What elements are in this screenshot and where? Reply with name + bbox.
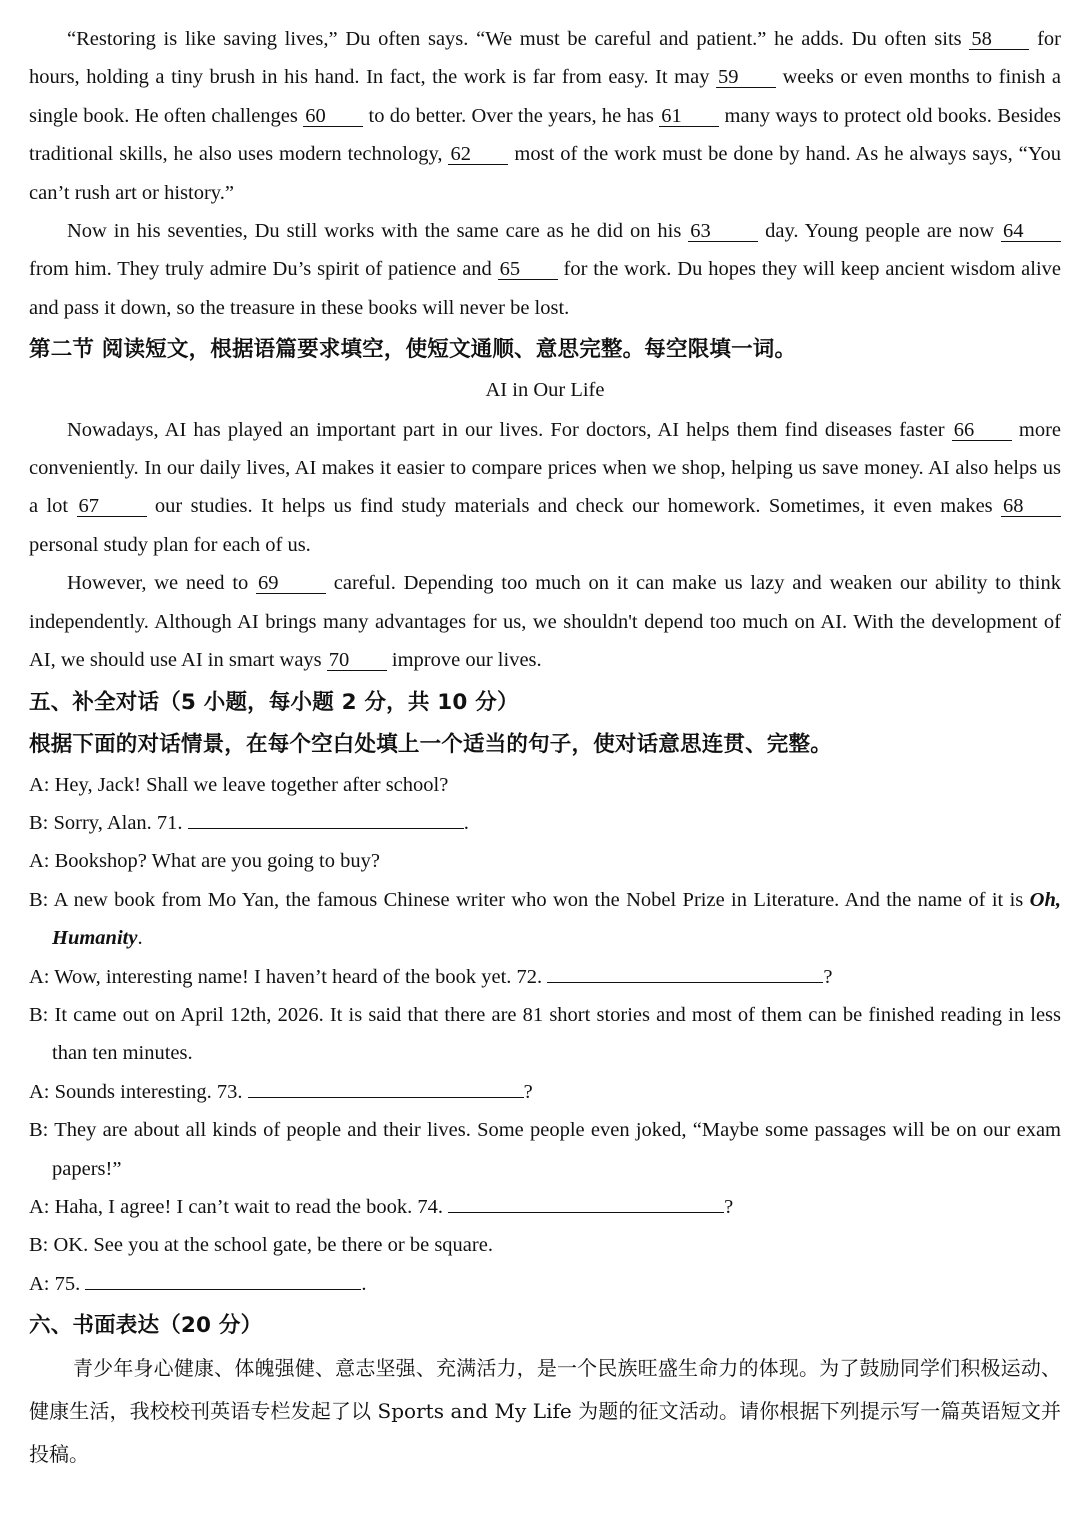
- text: many ways to protect old books. Besides traditional skills, he also uses modern technology,: [29, 104, 1061, 166]
- dialogue-line-2: [29, 804, 1061, 842]
- answer-blank-72[interactable]: [547, 961, 823, 983]
- writing-prompt: 青少年身心健康、体魄强健、意志坚强、充满活力，是一个民族旺盛生命力的体现。为了鼓励同学们积极运动、健康生活，我校校刊英语专栏发起了以 Sports and My Life 为题的征文活动。请你根据下列提示写一篇英语短文并投稿。: [29, 1356, 1061, 1467]
- blank-70[interactable]: 70: [327, 650, 387, 671]
- text: A: Sounds interesting. 73.: [29, 1080, 243, 1103]
- answer-blank-74[interactable]: [448, 1191, 724, 1213]
- text: Nowadays, AI has played an important part in our lives. For doctors, AI helps them find diseases faster: [67, 418, 945, 441]
- passage-title: AI in Our Life: [485, 379, 605, 402]
- text: our studies. It helps us find study materials and check our homework. Sometimes, it even makes: [154, 495, 993, 518]
- text: However, we need to: [67, 572, 249, 595]
- ai-paragraph-2: [29, 564, 1061, 679]
- cloze-paragraph-1: [29, 20, 1061, 212]
- blank-64[interactable]: 64: [1001, 221, 1061, 242]
- text: for the work. Du hopes they will keep ancient wisdom alive and pass it down, so the treasure in these books will never be lost.: [29, 258, 1061, 319]
- text: B: A new book from Mo Yan, the famous Chinese writer who won the Nobel Prize in Literature. And the name of it is: [29, 888, 1024, 911]
- blank-69[interactable]: 69: [256, 573, 326, 594]
- text: A: Wow, interesting name! I haven’t heard of the book yet. 72.: [29, 965, 543, 988]
- text: day. Young people are now: [765, 220, 995, 243]
- text: for hours, holding a tiny brush in his hand. In fact, the work is far from easy. It may: [29, 28, 1062, 89]
- ai-paragraph-1: [29, 411, 1061, 565]
- dialogue-line-11: [29, 1265, 1061, 1303]
- dialogue-line-7: [29, 1073, 1061, 1111]
- text: .: [137, 927, 143, 950]
- blank-65[interactable]: 65: [498, 259, 558, 280]
- dialogue-line-4: [29, 881, 1061, 958]
- text: from him. They truly admire Du’s spirit of patience and: [29, 258, 492, 281]
- text: A: Haha, I agree! I can’t wait to read the book. 74.: [29, 1195, 444, 1218]
- text: .: [361, 1272, 367, 1295]
- section-5-heading: 五、补全对话（5 小题，每小题 2 分，共 10 分）: [29, 689, 519, 715]
- text: more conveniently. In our daily lives, AI makes it easier to compare prices when we shop, helping us save money. AI also helps us a lot: [29, 418, 1062, 518]
- cloze-paragraph-2: [29, 212, 1061, 327]
- dialogue-line-6: B: It came out on April 12th, 2026. It is said that there are 81 short stories and most of them can be finished reading in less than ten minutes.: [29, 1003, 1061, 1065]
- exam-page: [29, 20, 1061, 1476]
- dialogue-line-10: B: OK. See you at the school gate, be there or be square.: [29, 1234, 493, 1257]
- blank-60[interactable]: 60: [303, 106, 363, 127]
- section-6-heading: 六、书面表达（20 分）: [29, 1313, 263, 1339]
- answer-blank-71[interactable]: [188, 807, 464, 829]
- blank-62[interactable]: 62: [448, 144, 508, 165]
- blank-58[interactable]: 58: [969, 29, 1029, 50]
- text: careful. Depending too much on it can make us lazy and weaken our ability to think independently. Although AI brings many advantages for us, we shouldn't depend too much on AI. With the development of AI, we should use AI in smart ways: [29, 572, 1062, 672]
- blank-59[interactable]: 59: [716, 67, 776, 88]
- answer-blank-73[interactable]: [248, 1076, 524, 1098]
- text: improve our lives.: [391, 649, 542, 672]
- dialogue-line-1: A: Hey, Jack! Shall we leave together after school?: [29, 773, 449, 796]
- dialogue-line-8: B: They are about all kinds of people and their lives. Some people even joked, “Maybe some passages will be on our exam papers!”: [29, 1119, 1061, 1180]
- blank-67[interactable]: 67: [77, 496, 147, 517]
- blank-61[interactable]: 61: [659, 106, 719, 127]
- text: ?: [724, 1195, 734, 1218]
- answer-blank-75[interactable]: [85, 1268, 361, 1290]
- blank-63[interactable]: 63: [688, 221, 758, 242]
- text: ?: [523, 1080, 533, 1103]
- text: B: Sorry, Alan. 71.: [29, 811, 183, 834]
- text: ?: [823, 965, 833, 988]
- text: “Restoring is like saving lives,” Du often says. “We must be careful and patient.” he adds. Du often sits: [67, 28, 962, 50]
- blank-66[interactable]: 66: [952, 420, 1012, 441]
- text: personal study plan for each of us.: [29, 533, 311, 556]
- text: most of the work must be done by hand. As he always says, “You can’t rush art or history.”: [29, 143, 1062, 204]
- dialogue-line-5: [29, 958, 1061, 996]
- dialogue-line-9: [29, 1188, 1061, 1226]
- section-5-instruction: 根据下面的对话情景，在每个空白处填上一个适当的句子，使对话意思连贯、完整。: [29, 731, 832, 757]
- text: weeks or even months to finish a single book. He often challenges: [29, 66, 1062, 127]
- text: to do better. Over the years, he has: [368, 104, 654, 127]
- text: .: [463, 811, 469, 834]
- dialogue-line-3: A: Bookshop? What are you going to buy?: [29, 850, 380, 873]
- text: Now in his seventies, Du still works with the same care as he did on his: [67, 220, 682, 243]
- text: A: 75.: [29, 1272, 81, 1295]
- blank-68[interactable]: 68: [1001, 496, 1061, 517]
- section-2-heading: 第二节 阅读短文，根据语篇要求填空，使短文通顺、意思完整。每空限填一词。: [29, 337, 797, 363]
- book-title: Oh, Humanity: [52, 888, 1062, 950]
